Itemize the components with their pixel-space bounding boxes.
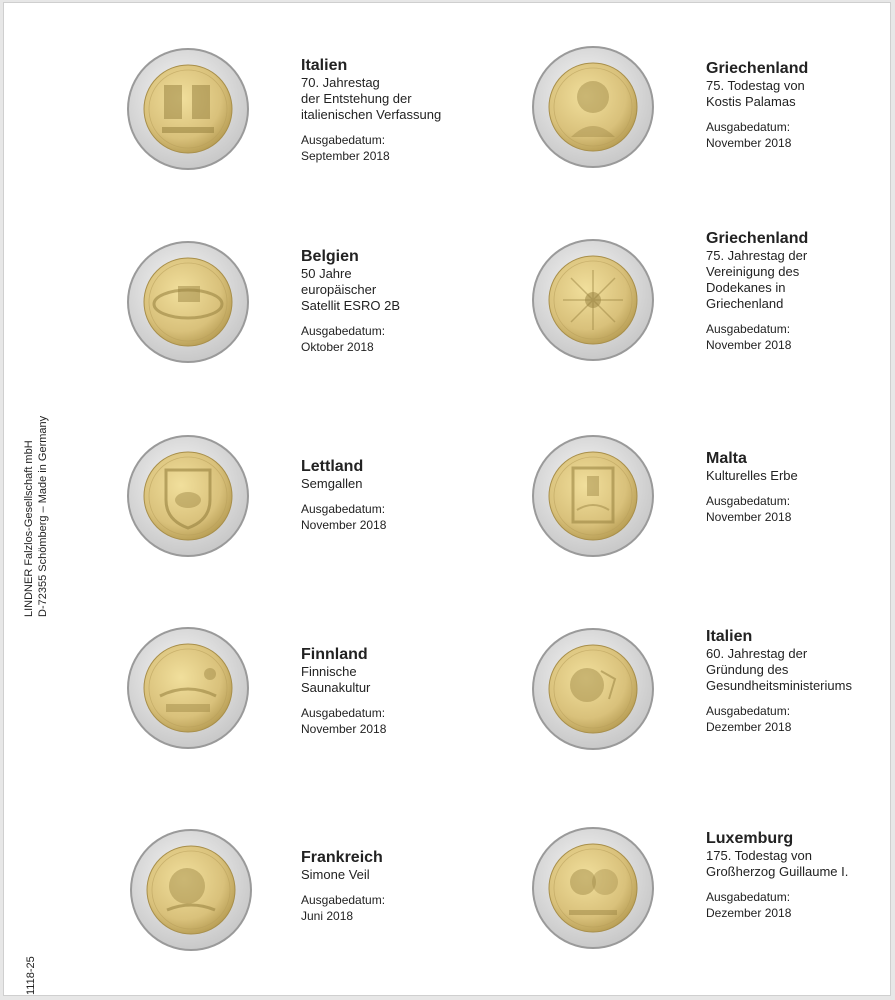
issue-date-label: Ausgabedatum: [301,133,386,147]
coin-info-italy-2 [706,628,881,735]
coin-desc-line: Griechenland [706,296,784,311]
coin-desc-line: der Entstehung der [301,91,412,106]
coin-greece-dodecanese-icon [563,270,623,330]
issue-date-label: Ausgabedatum: [301,706,386,720]
coin-info-france [301,849,476,924]
coin-country: Frankreich [301,849,383,866]
issue-date-label: Ausgabedatum: [706,890,791,904]
coin-image-malta [531,434,655,558]
coin-image-latvia [126,434,250,558]
coin-country: Griechenland [706,230,809,247]
coin-info-malta [706,450,881,525]
coin-desc-line: Semgallen [301,476,363,491]
coin-country: Malta [706,450,747,467]
coin-info-finland [301,646,476,737]
coin-desc-line: 75. Jahrestag der [706,248,808,263]
coin-desc-line: Dodekanes in [706,280,786,295]
issue-date: Juni 2018 [301,909,354,923]
coin-image-luxembourg [531,826,655,950]
coin-info-latvia [301,458,476,533]
coin-info-greece-2 [706,230,881,353]
page-code [24,935,40,995]
issue-date: Oktober 2018 [301,340,374,354]
coin-desc-line: Simone Veil [301,867,370,882]
coin-desc-line: Gesundheitsministeriums [706,678,852,693]
coin-desc-line: europäischer [301,282,377,297]
coin-image-belgium [126,240,250,364]
manufacturer-note [22,392,52,617]
coin-desc-line: 75. Todestag von [706,78,805,93]
coin-desc-line: 70. Jahrestag [301,75,380,90]
coin-desc-line: 50 Jahre [301,266,352,281]
issue-date: Dezember 2018 [706,720,792,734]
coin-image-finland [126,626,250,750]
coin-info-greece-1 [706,60,881,151]
coin-image-france [129,828,253,952]
issue-date-label: Ausgabedatum: [706,322,791,336]
issue-date-label: Ausgabedatum: [706,120,791,134]
coin-desc-line: Gründung des [706,662,789,677]
coin-country: Lettland [301,458,364,475]
manufacturer-line-2: D-72355 Schömberg – Made in Germany [37,415,49,617]
issue-date: November 2018 [301,518,387,532]
coin-desc-line: Vereinigung des [706,264,800,279]
coin-info-belgium [301,248,476,355]
coin-desc-line: Kostis Palamas [706,94,796,109]
coin-desc-line: Finnische [301,664,357,679]
coin-desc-line: Großherzog Guillaume I. [706,864,849,879]
issue-date-label: Ausgabedatum: [301,893,386,907]
coin-country: Belgien [301,248,359,265]
coin-image-greece-2 [531,238,655,362]
coin-country: Luxemburg [706,830,794,847]
coin-desc-line: Saunakultur [301,680,371,695]
coin-image-greece-1 [531,45,655,169]
coin-info-luxembourg [706,830,881,921]
coin-desc-line: italienischen Verfassung [301,107,442,122]
issue-date-label: Ausgabedatum: [301,502,386,516]
issue-date-label: Ausgabedatum: [706,494,791,508]
page-code-label: 1118-25 [25,956,37,995]
coin-desc-line: 60. Jahrestag der [706,646,808,661]
issue-date-label: Ausgabedatum: [706,704,791,718]
coin-info-italy-1 [301,57,476,164]
issue-date: November 2018 [706,338,792,352]
coin-country: Italien [301,57,348,74]
coin-country: Italien [706,628,753,645]
issue-date: November 2018 [706,136,792,150]
coin-country: Griechenland [706,60,809,77]
coin-desc-line: 175. Todestag von [706,848,813,863]
issue-date: November 2018 [301,722,387,736]
coin-image-italy-1 [126,47,250,171]
coin-desc-line: Satellit ESRO 2B [301,298,400,313]
coin-image-italy-2 [531,627,655,751]
coin-country: Finnland [301,646,368,663]
issue-date: Dezember 2018 [706,906,792,920]
issue-date: November 2018 [706,510,792,524]
issue-date-label: Ausgabedatum: [301,324,386,338]
coin-desc-line: Kulturelles Erbe [706,468,798,483]
issue-date: September 2018 [301,149,390,163]
manufacturer-line-1: LINDNER Falzlos-Gesellschaft mbH [23,440,35,617]
